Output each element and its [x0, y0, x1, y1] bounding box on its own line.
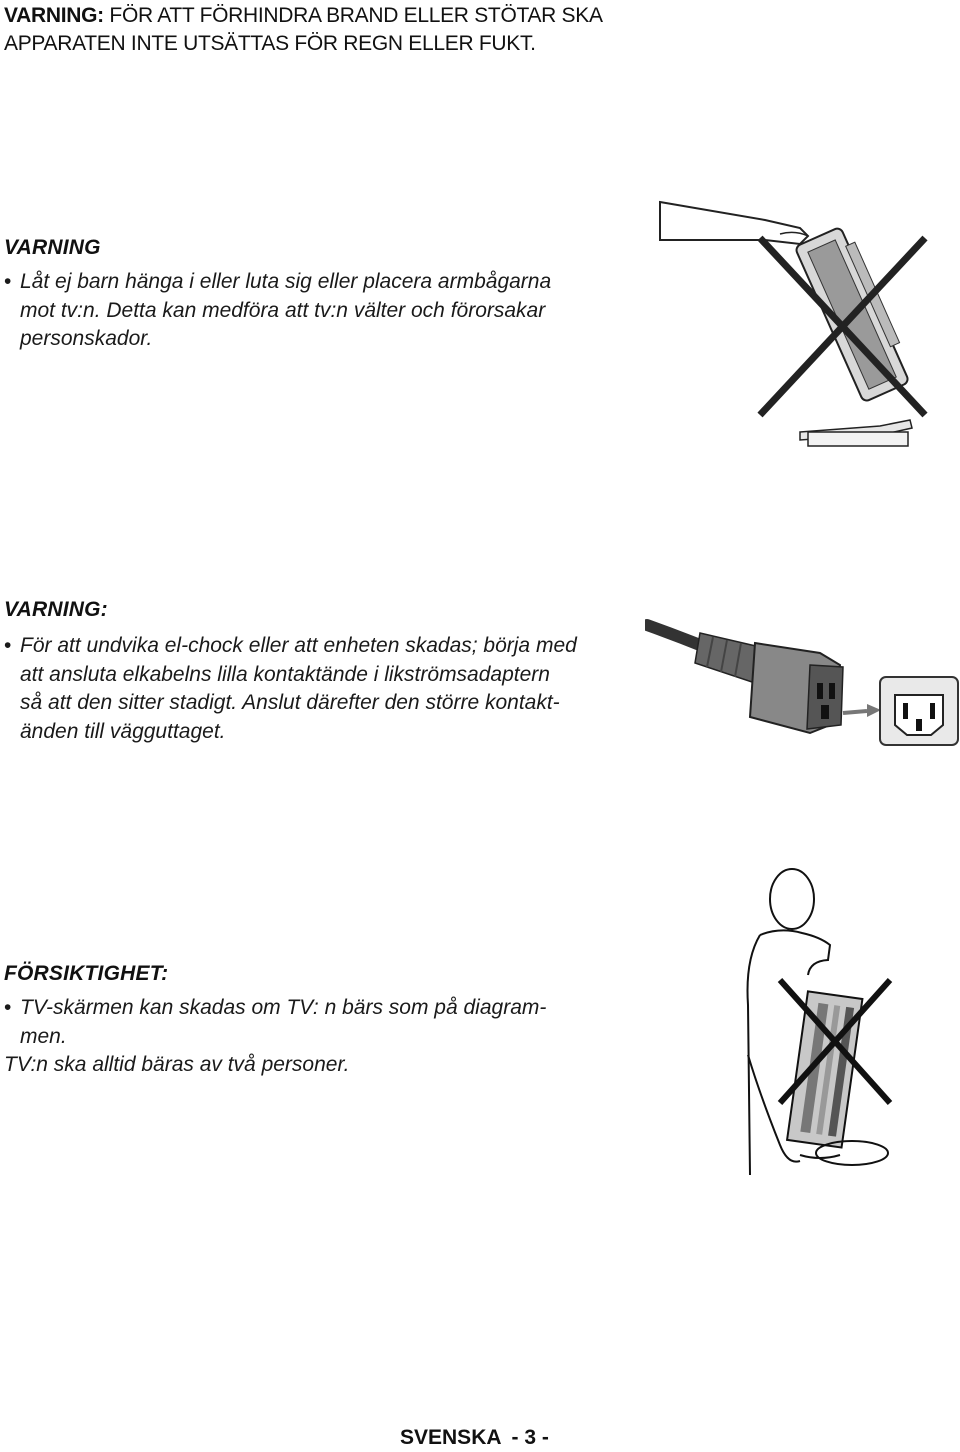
page-number: - 3 -	[511, 1426, 549, 1449]
section1-paragraph	[4, 268, 624, 354]
page-footer	[400, 1426, 559, 1450]
top-warning-line1: VARNING: FÖR ATT FÖRHINDRA BRAND ELLER STÖTAR SKA	[4, 4, 603, 27]
section2-line2: att ansluta elkabelns lilla kontaktände i likströmsadaptern	[20, 662, 550, 686]
top-warning-label: VARNING:	[4, 4, 104, 27]
section1-line3: personskador.	[20, 327, 153, 350]
bullet: •	[4, 996, 12, 1019]
section2-line4: änden till vägguttaget.	[20, 719, 226, 743]
section2-paragraph	[4, 632, 624, 746]
footer-language: SVENSKA	[400, 1426, 502, 1449]
bullet: •	[4, 270, 12, 293]
top-warning-line2: APPARATEN INTE UTSÄTTAS FÖR REGN ELLER FUKT.	[4, 32, 536, 55]
section3-line1: TV-skärmen kan skadas om TV: n bärs som på diagram-	[20, 996, 547, 1019]
section2-line1: För att undvika el-chock eller att enheten skadas; börja med	[20, 634, 577, 657]
power-plug-illustration	[645, 605, 960, 750]
section3-heading: FÖRSIKTIGHET:	[4, 962, 169, 985]
section3-paragraph	[4, 994, 624, 1080]
section2-heading: VARNING:	[4, 598, 108, 621]
bullet: •	[4, 634, 12, 657]
section1-line1: Låt ej barn hänga i eller luta sig eller placera armbågarna	[20, 270, 552, 293]
section1-heading: VARNING	[4, 236, 101, 259]
section3-line2: men.	[20, 1024, 67, 1048]
section2-line3: så att den sitter stadigt. Anslut därefter den större kontakt-	[20, 691, 560, 714]
section3-line3: TV:n ska alltid bäras av två personer.	[4, 1053, 350, 1076]
section1-line2: mot tv:n. Detta kan medföra att tv:n välter och förorsakar	[20, 298, 546, 322]
carrying-tv-illustration	[740, 865, 900, 1180]
top-warning	[4, 2, 644, 58]
tv-tipping-illustration	[650, 190, 950, 450]
